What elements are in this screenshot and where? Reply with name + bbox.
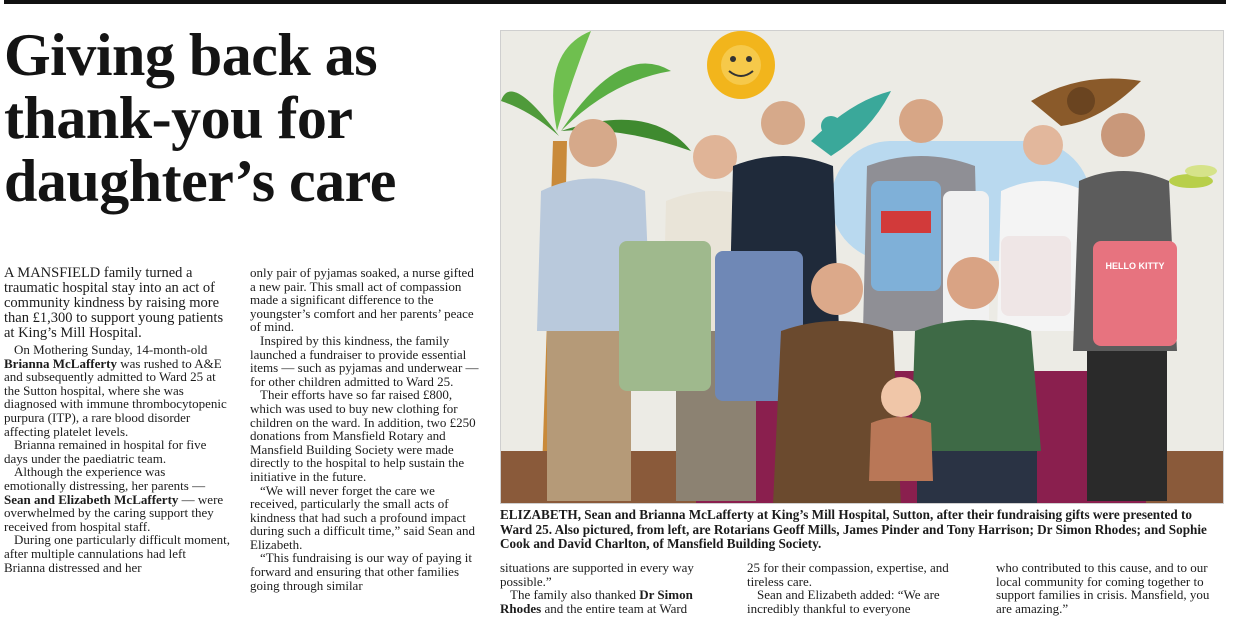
paragraph xyxy=(4,465,230,533)
photo-illustration xyxy=(501,31,1224,504)
headline-line-2: thank-you for xyxy=(4,85,353,151)
text-run: The family also thanked xyxy=(510,587,640,603)
article-column-5 xyxy=(996,561,1228,615)
text-run: Although the experience was emotionally distressing, her parents — xyxy=(4,464,206,493)
paragraph: “This fundraising is our way of paying it forward and ensuring that other families going through similar xyxy=(250,550,472,593)
sun-icon xyxy=(707,31,775,99)
headline xyxy=(4,24,496,213)
paragraph xyxy=(500,588,732,615)
text-run: and the entire team at Ward xyxy=(541,600,688,616)
article-column-2 xyxy=(250,266,480,592)
white-top xyxy=(1001,236,1071,316)
bold-name: Sean and Elizabeth McLafferty xyxy=(4,491,179,507)
headline-line-3: daughter’s care xyxy=(4,148,396,214)
paragraph: Sean and Elizabeth added: “We are incredibly thankful to everyone xyxy=(747,587,940,616)
photo-caption: ELIZABETH, Sean and Brianna McLafferty at King’s Mill Hospital, Sutton, after their fundraising gifts were presented to Ward 25. Also pictured, from left, are Rotarians Geoff Mills, James Pinder and Tony Harrison; Dr Simon Rhodes; and Sophie Cook and David Charlton, of Mansfield Building Society. xyxy=(500,507,1207,551)
paragraph: “We will never forget the care we received, particularly the small acts of kindness that had such a profound impact during such a difficult time,” said Sean and Elizabeth. xyxy=(250,482,476,552)
paragraph: Their efforts have so far raised £800, which was used to buy new clothing for children on the ward. In addition, two £250 donations from Mansfield Rotary and Mansfield Building Society were made directly to the hospital to help sustain the initiative in the future. xyxy=(250,387,476,484)
paragraph: who contributed to this cause, and to our local community for coming together to support families in crisis. Mansfield, you are amazing.” xyxy=(996,560,1210,616)
bold-name: Dr Simon Rhodes xyxy=(500,587,693,616)
lede-paragraph: A MANSFIELD family turned a traumatic hospital stay into an act of community kindness by raising more than £1,300 to support young patients at King’s Mill Hospital. xyxy=(4,265,224,341)
paragraph: During one particularly difficult moment, after multiple cannulations had left Brianna distressed and her xyxy=(4,532,231,575)
bold-name: Brianna McLafferty xyxy=(4,355,118,371)
top-rule xyxy=(4,0,1226,4)
garment-label: HELLO KITTY xyxy=(1105,261,1165,271)
green-pyjamas xyxy=(619,241,711,391)
article-column-3 xyxy=(500,561,732,615)
paragraph: 25 for their compassion, expertise, and tireless care. xyxy=(747,560,949,589)
article-column-1 xyxy=(4,266,230,574)
blue-sleepsuit xyxy=(871,181,941,291)
headline-line-1: Giving back as xyxy=(4,22,378,88)
paragraph: Inspired by this kindness, the family launched a fundraiser to provide essential items — such as pyjamas and underwear — for other children admitted to Ward 25. xyxy=(250,332,479,389)
text-run: — were overwhelmed by the caring support they received from hospital staff. xyxy=(4,491,224,534)
paragraph: Brianna remained in hospital for five days under the paediatric team. xyxy=(4,437,207,466)
paragraph: situations are supported in every way possible.” xyxy=(500,560,694,589)
paragraph xyxy=(4,343,230,438)
paragraph: only pair of pyjamas soaked, a nurse gifted a new pair. This small act of compassion made a significant difference to the youngster’s comfort and her parents’ peace of mind. xyxy=(250,265,474,335)
article-photo xyxy=(500,30,1224,504)
text-run: was rushed to A&E and subsequently admitted to Ward 25 at the Sutton hospital, where she was diagnosed with immune thrombocytopenic purpura (ITP), a rare blood disorder affecting platelet levels. xyxy=(4,355,227,439)
text-run: On Mothering Sunday, 14-month-old xyxy=(14,342,208,357)
article-column-4 xyxy=(747,561,979,615)
pink-pyjamas xyxy=(1093,241,1177,346)
